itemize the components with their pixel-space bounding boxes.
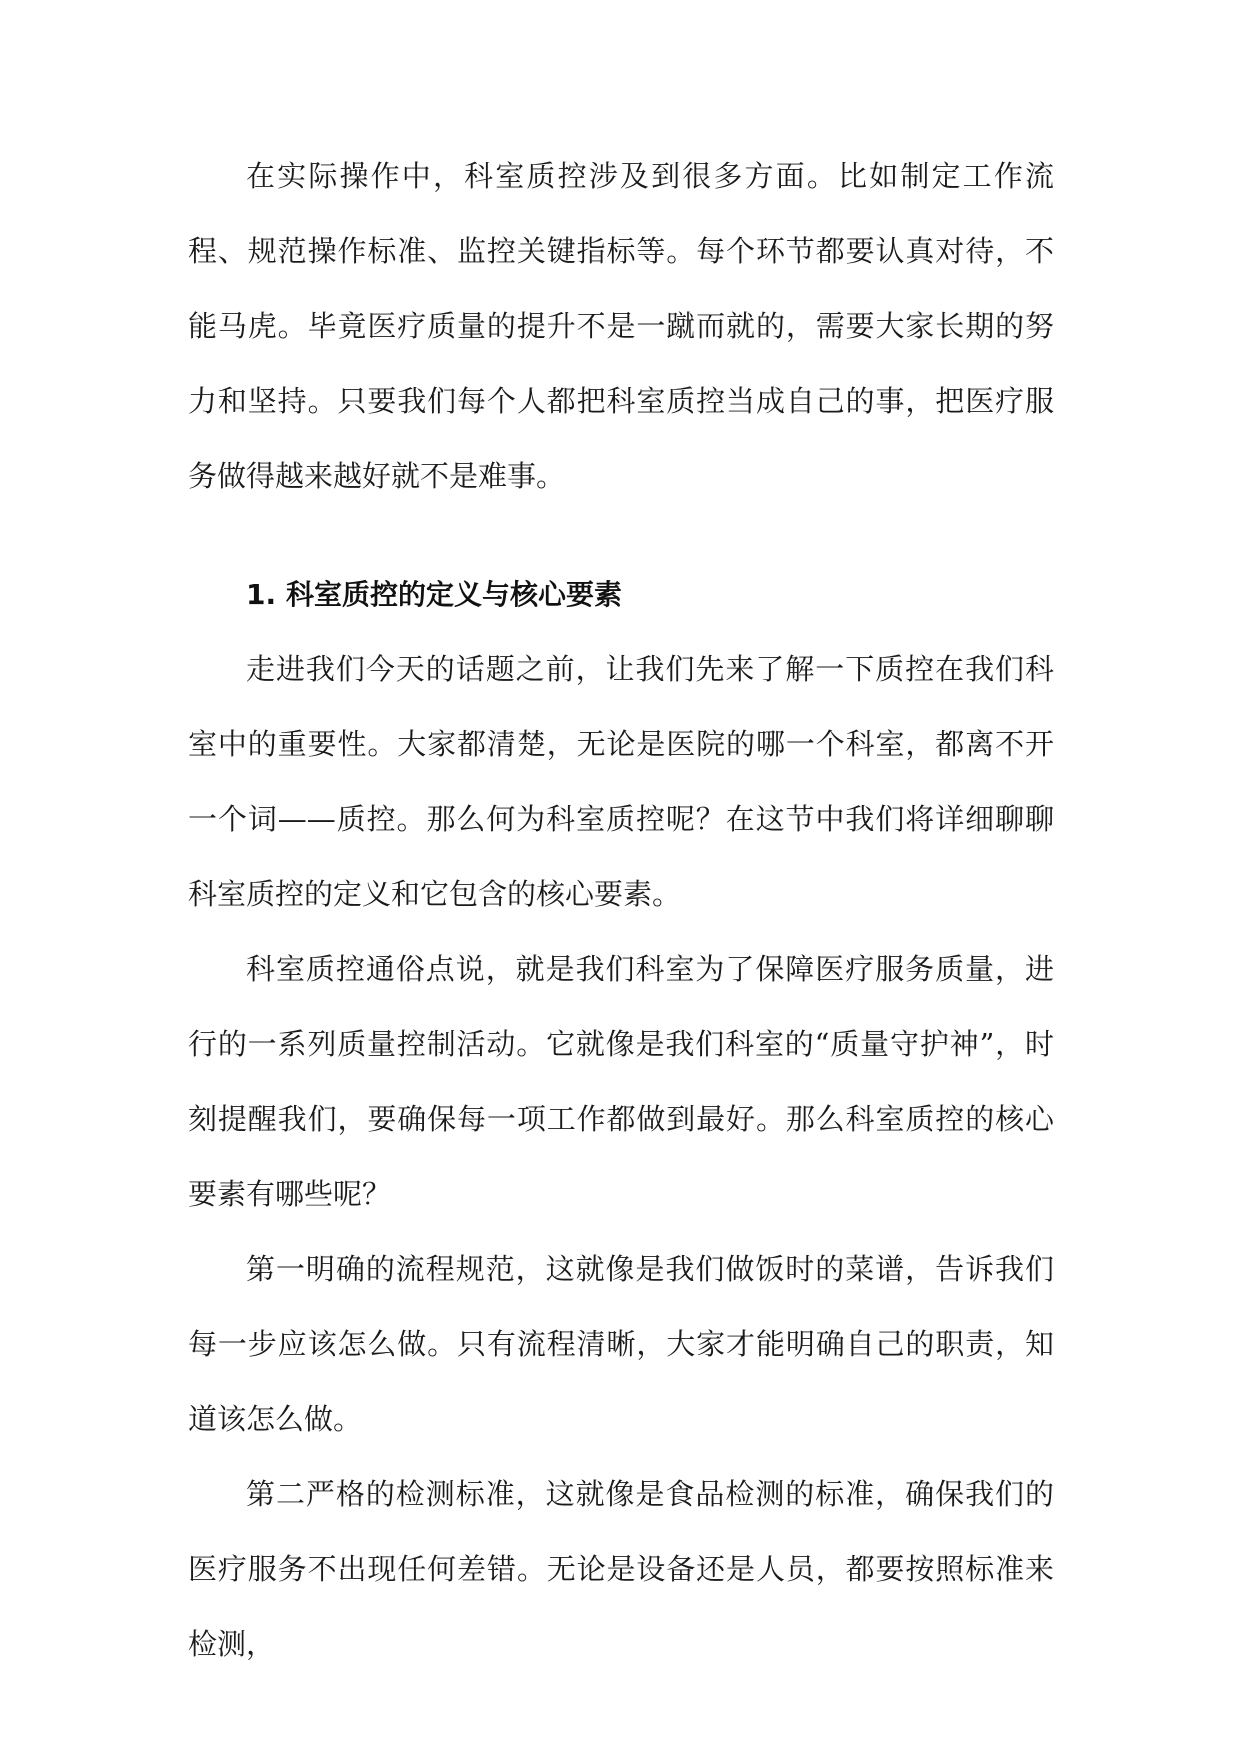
document-body [188,139,1054,1682]
paragraph: 走进我们今天的话题之前，让我们先来了解一下质控在我们科室中的重要性。大家都清楚，无论是医院的哪一个科室，都离不开一个词——质控。那么何为科室质控呢？在这节中我们将详细聊聊科室质控的定义和它包含的核心要素。 [188,652,1054,911]
section-number: 1. [246,578,277,611]
paragraph: 第一明确的流程规范，这就像是我们做饭时的菜谱，告诉我们每一步应该怎么做。只有流程清晰，大家才能明确自己的职责，知道该怎么做。 [188,1252,1054,1436]
paragraph: 科室质控通俗点说，就是我们科室为了保障医疗服务质量，进行的一系列质量控制活动。它就像是我们科室的“质量守护神”，时刻提醒我们，要确保每一项工作都做到最好。那么科室质控的核心要素有哪些呢？ [188,952,1054,1211]
paragraph: 第二严格的检测标准，这就像是食品检测的标准，确保我们的医疗服务不出现任何差错。无论是设备还是人员，都要按照标准来检测， [188,1477,1054,1661]
section-title: 科室质控的定义与核心要素 [286,578,623,611]
section-heading [188,557,1054,632]
paragraph: 在实际操作中，科室质控涉及到很多方面。比如制定工作流程、规范操作标准、监控关键指标等。每个环节都要认真对待，不能马虎。毕竟医疗质量的提升不是一蹴而就的，需要大家长期的努力和坚持。只要我们每个人都把科室质控当成自己的事，把医疗服务做得越来越好就不是难事。 [188,159,1054,493]
